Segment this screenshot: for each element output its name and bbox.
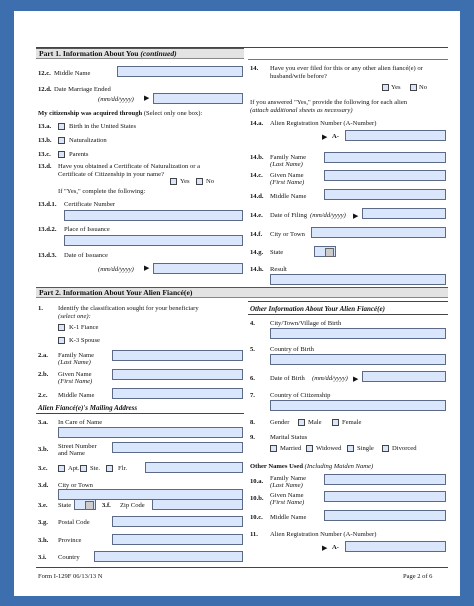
q9-label: Marital Status [270, 434, 308, 441]
q6-format: (mm/dd/yyyy) [312, 375, 348, 382]
q14b-label: Family Name [270, 154, 307, 161]
q2c-num: 2.c. [38, 392, 48, 399]
arrow-icon: ▶ [322, 544, 328, 552]
form-page [14, 11, 460, 596]
mailing-rule [36, 413, 244, 414]
q14g-num: 14.g. [250, 249, 264, 256]
q14a-label: Alien Registration Number (A-Number) [270, 120, 377, 127]
q14e-num: 14.e. [250, 212, 263, 219]
q13d3-format: (mm/dd/yyyy) [98, 266, 134, 273]
q10b-sub: (First Name) [270, 499, 305, 506]
apt-label: Apt. [68, 465, 80, 472]
q2c-label: Middle Name [58, 392, 95, 399]
arrow-icon: ▶ [144, 94, 150, 102]
q6-label: Date of Birth [270, 375, 305, 382]
q3a-label: In Care of Name [58, 419, 103, 426]
q13b-label: Naturalization [69, 137, 107, 144]
single-label: Single [357, 445, 374, 452]
q14e-format: (mm/dd/yyyy) [310, 212, 346, 219]
q3e-num: 3.e. [38, 502, 48, 509]
q10a-num: 10.a. [250, 478, 264, 485]
q14e-label: Date of Filing [270, 212, 307, 219]
q11-num: 11. [250, 531, 258, 538]
filed-before-yes-checkbox[interactable] [382, 84, 389, 91]
q3e-label: State [58, 502, 72, 509]
q14-follow-line2: (attach additional sheets as necessary) [250, 107, 353, 114]
q13d1-label: Certificate Number [64, 201, 116, 208]
ste-label: Ste. [90, 465, 101, 472]
q13d3-label: Date of Issuance [64, 252, 108, 259]
q14f-num: 14.f. [250, 231, 263, 238]
q14b-num: 14.b. [250, 154, 264, 161]
middle-name-input[interactable] [117, 66, 243, 77]
q8-num: 8. [250, 419, 255, 426]
arrow-icon: ▶ [353, 375, 359, 383]
marriage-ended-date-input[interactable] [153, 93, 243, 104]
q1-num: 1. [38, 305, 43, 312]
part2-header: Part 2. Information About Your Alien Fiancé(e) [36, 287, 448, 298]
q3d-label: City or Town [58, 482, 93, 489]
prior-given-name-input[interactable] [324, 170, 446, 181]
date-of-filing-input[interactable] [362, 208, 446, 219]
q10b-num: 10.b. [250, 495, 264, 502]
q10c-num: 10.c. [250, 514, 263, 521]
other-given-name-input[interactable] [324, 491, 446, 502]
province-input[interactable] [112, 534, 243, 545]
q14c-num: 14.c. [250, 172, 263, 179]
q9-num: 9. [250, 434, 255, 441]
country-of-citizenship-input[interactable] [270, 400, 446, 411]
flr-checkbox[interactable] [106, 465, 113, 472]
q13a-label: Birth in the United States [69, 123, 137, 130]
q14-yes-label: Yes [391, 84, 401, 91]
ste-checkbox[interactable] [80, 465, 87, 472]
q3d-num: 3.d. [38, 482, 49, 489]
q14-follow-line1: If you answered "Yes," provide the following for each alien [250, 99, 408, 106]
q12c-label: Middle Name [54, 70, 91, 77]
q3h-label: Province [58, 537, 82, 544]
q8-label: Gender [270, 419, 290, 426]
q3i-num: 3.i. [38, 554, 47, 561]
q10b-label: Given Name [270, 492, 304, 499]
widowed-label: Widowed [316, 445, 342, 452]
q14g-label: State [270, 249, 284, 256]
prior-state-select[interactable] [314, 246, 336, 257]
if-yes-note: If "Yes," complete the following: [58, 188, 146, 195]
fiance-middle-name-input[interactable] [112, 388, 243, 399]
q2a-sub: (Last Name) [58, 359, 91, 366]
parents-checkbox[interactable] [58, 151, 65, 158]
result-input[interactable] [270, 274, 446, 285]
q13d-line1: Have you obtained a Certificate of Naturalization or a [58, 163, 201, 170]
k3-label: K-3 Spouse [69, 337, 100, 344]
fiance-a-number-input[interactable] [345, 541, 446, 552]
q14-line2: husband/wife before? [270, 73, 327, 80]
q3b-sub: and Name [58, 450, 85, 457]
q13d1-num: 13.d.1. [38, 201, 57, 208]
q3b-label: Street Number [58, 443, 97, 450]
certificate-number-input[interactable] [64, 210, 243, 221]
arrow-icon: ▶ [144, 264, 150, 272]
fiance-family-name-input[interactable] [112, 350, 243, 361]
place-of-issuance-input[interactable] [64, 235, 243, 246]
q14d-label: Middle Name [270, 193, 307, 200]
q2b-label: Given Name [58, 371, 92, 378]
k1-label: K-1 Fiance [69, 324, 99, 331]
q13a-num: 13.a. [38, 123, 52, 130]
male-checkbox[interactable] [298, 419, 305, 426]
q2a-num: 2.a. [38, 352, 48, 359]
q3a-num: 3.a. [38, 419, 48, 426]
q12d-num: 12.d. [38, 86, 52, 93]
page-number: Page 2 of 6 [403, 573, 433, 580]
q3i-label: Country [58, 554, 80, 561]
married-checkbox[interactable] [270, 445, 277, 452]
widowed-checkbox[interactable] [306, 445, 313, 452]
country-of-birth-input[interactable] [270, 354, 446, 365]
birth-us-checkbox[interactable] [58, 123, 65, 130]
q14b-sub: (Last Name) [270, 161, 303, 168]
q3b-num: 3.b. [38, 446, 49, 453]
q14c-sub: (First Name) [270, 179, 305, 186]
bottom-rule [36, 567, 448, 568]
q10a-label: Family Name [270, 475, 307, 482]
q3f-label: Zip Code [120, 502, 145, 509]
fiance-given-name-input[interactable] [112, 369, 243, 380]
q13b-num: 13.b. [38, 137, 52, 144]
prior-middle-name-input[interactable] [324, 189, 446, 200]
q1-line2: (select one): [58, 313, 91, 320]
q13c-num: 13.c. [38, 151, 51, 158]
q13c-label: Parents [69, 151, 89, 158]
a-prefix: A- [332, 133, 339, 140]
q14c-label: Given Name [270, 172, 304, 179]
certificate-yes-checkbox[interactable] [170, 178, 177, 185]
q13d-num: 13.d. [38, 163, 52, 170]
mailing-address-header: Alien Fiancé(e)'s Mailing Address [38, 404, 138, 412]
street-input[interactable] [112, 442, 243, 453]
form-id: Form I-129F 06/13/13 N [38, 573, 103, 580]
q12d-label: Date Marriage Ended [54, 86, 111, 93]
divorced-label: Divorced [392, 445, 417, 452]
q14a-num: 14.a. [250, 120, 264, 127]
other-top-rule [248, 301, 448, 302]
k3-checkbox[interactable] [58, 337, 65, 344]
citizenship-intro: My citizenship was acquired through (Select only one box): [38, 110, 203, 117]
q3f-num: 3.f. [102, 502, 111, 509]
a-number-input[interactable] [345, 130, 446, 141]
city-of-birth-input[interactable] [270, 328, 446, 339]
q11-label: Alien Registration Number (A-Number) [270, 531, 377, 538]
prior-city-input[interactable] [311, 227, 446, 238]
q13d-line2: Certificate of Citizenship in your name? [58, 171, 165, 178]
q3g-label: Postal Code [58, 519, 90, 526]
mailing-state-select[interactable] [74, 499, 96, 510]
flr-label: Flr. [118, 465, 127, 472]
k1-checkbox[interactable] [58, 324, 65, 331]
q2b-num: 2.b. [38, 371, 49, 378]
other-middle-name-input[interactable] [324, 510, 446, 521]
part1-header: Part 1. Information About You (continued) [36, 48, 244, 59]
q13d2-num: 13.d.2. [38, 226, 57, 233]
q4-label: City/Town/Village of Birth [270, 320, 342, 327]
q3g-num: 3.g. [38, 519, 48, 526]
filed-before-no-checkbox[interactable] [410, 84, 417, 91]
in-care-of-input[interactable] [58, 427, 243, 438]
q13d2-label: Place of Issuance [64, 226, 110, 233]
naturalization-checkbox[interactable] [58, 137, 65, 144]
q10a-sub: (Last Name) [270, 482, 303, 489]
other-family-name-input[interactable] [324, 474, 446, 485]
arrow-icon: ▶ [322, 133, 328, 141]
q2a-label: Family Name [58, 352, 95, 359]
q5-num: 5. [250, 346, 255, 353]
q7-num: 7. [250, 392, 255, 399]
prior-family-name-input[interactable] [324, 152, 446, 163]
q7-label: Country of Citizenship [270, 392, 331, 399]
q14-num: 14. [250, 65, 259, 72]
q3c-num: 3.c. [38, 465, 48, 472]
country-input[interactable] [94, 551, 243, 562]
q12c-num: 12.c. [38, 70, 51, 77]
q14f-label: City or Town [270, 231, 305, 238]
other-names-heading: Other Names Used (Including Maiden Name) [250, 463, 374, 470]
right-col-rule [248, 59, 448, 60]
q13d-yes-label: Yes [180, 178, 190, 185]
divorced-checkbox[interactable] [382, 445, 389, 452]
male-label: Male [308, 419, 322, 426]
q4-num: 4. [250, 320, 255, 327]
q14-line1: Have you ever filed for this or any other alien fiancé(e) or [270, 65, 423, 72]
q13d-no-label: No [206, 178, 215, 185]
unit-number-input[interactable] [145, 462, 243, 473]
q2b-sub: (First Name) [58, 378, 93, 385]
q12d-format: (mm/dd/yyyy) [98, 96, 134, 103]
q3h-num: 3.h. [38, 537, 49, 544]
q1-line1: Identify the classification sought for your beneficiary [58, 305, 199, 312]
arrow-icon: ▶ [353, 212, 359, 220]
other-rule [248, 314, 448, 315]
single-checkbox[interactable] [347, 445, 354, 452]
married-label: Married [280, 445, 302, 452]
postal-code-input[interactable] [112, 516, 243, 527]
q5-label: Country of Birth [270, 346, 314, 353]
apt-checkbox[interactable] [58, 465, 65, 472]
date-of-issuance-input[interactable] [153, 263, 243, 274]
zip-code-input[interactable] [152, 499, 243, 510]
q10c-label: Middle Name [270, 514, 307, 521]
q14h-num: 14.h. [250, 266, 264, 273]
q6-num: 6. [250, 375, 255, 382]
q13d3-num: 13.d.3. [38, 252, 57, 259]
female-checkbox[interactable] [332, 419, 339, 426]
a-prefix: A- [332, 544, 339, 551]
certificate-no-checkbox[interactable] [196, 178, 203, 185]
q14h-label: Result [270, 266, 287, 273]
q14-no-label: No [419, 84, 428, 91]
q14d-num: 14.d. [250, 193, 264, 200]
female-label: Female [342, 419, 362, 426]
date-of-birth-input[interactable] [362, 371, 446, 382]
other-info-header: Other Information About Your Alien Fiancé(e) [250, 305, 385, 313]
